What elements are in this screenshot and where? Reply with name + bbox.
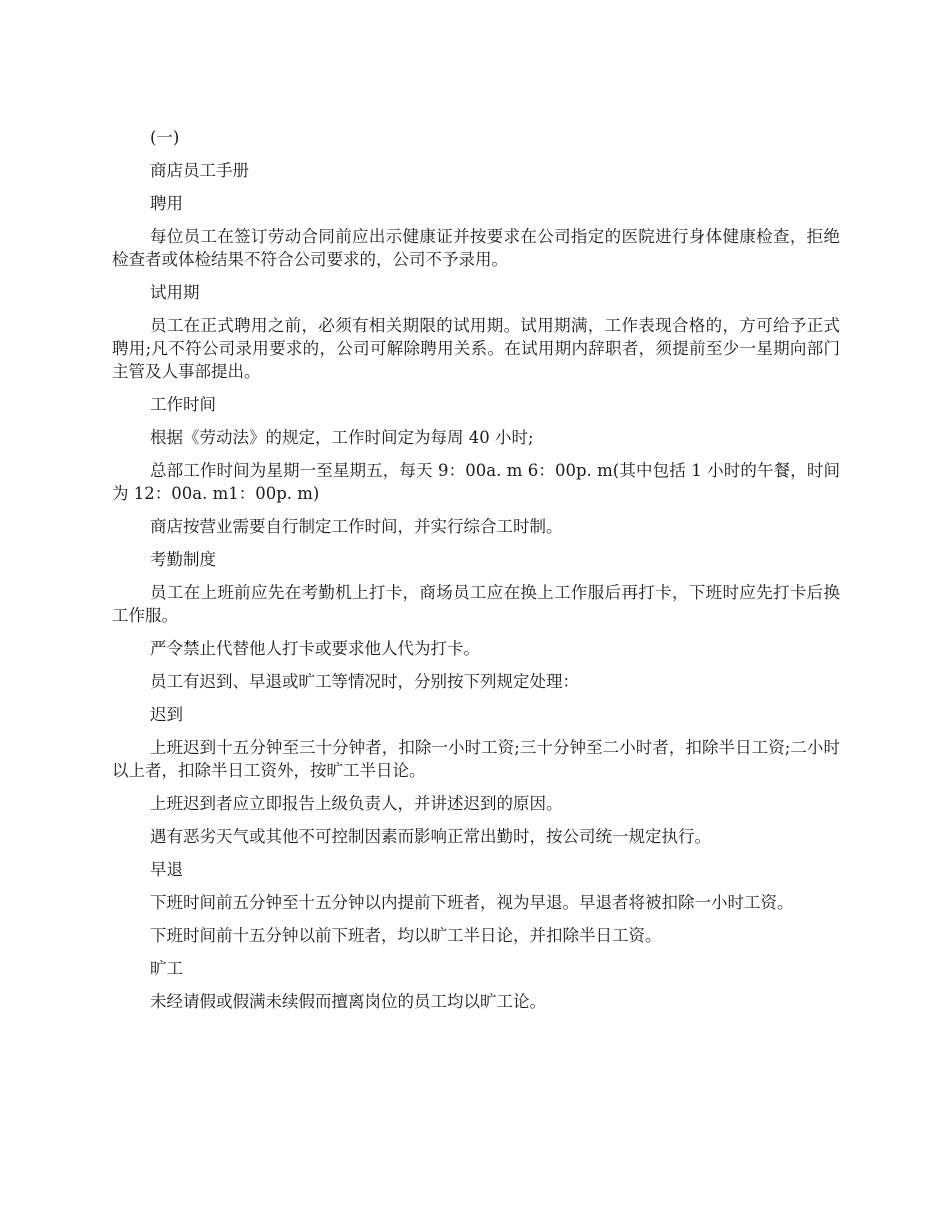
heading-late: 迟到 — [150, 705, 183, 724]
document-page — [112, 126, 840, 1023]
paragraph-hq-hours: 总部工作时间为星期一至星期五，每天 9：00a. m 6：00p. m(其中包括 1 小时的午餐，时间为 12：00a. m1：00p. m) — [112, 461, 840, 503]
paragraph-clock-in: 员工在上班前应先在考勤机上打卡，商场员工应在换上工作服后再打卡，下班时应先打卡后换工作服。 — [112, 583, 840, 625]
heading-attendance: 考勤制度 — [150, 550, 216, 569]
document-title: 商店员工手册 — [150, 161, 249, 180]
paragraph-early-leave: 下班时间前五分钟至十五分钟以内提前下班者，视为早退。早退者将被扣除一小时工资。 — [150, 893, 794, 912]
heading-working-hours: 工作时间 — [150, 395, 216, 414]
paragraph-absence: 未经请假或假满未续假而擅离岗位的员工均以旷工论。 — [150, 992, 546, 1011]
heading-probation: 试用期 — [150, 283, 200, 302]
paragraph-store-hours: 商店按营业需要自行制定工作时间，并实行综合工时制。 — [150, 517, 563, 536]
heading-absence: 旷工 — [150, 959, 183, 978]
paragraph-early-leave-absence: 下班时间前十五分钟以前下班者，均以旷工半日论，并扣除半日工资。 — [150, 926, 662, 945]
paragraph-late-penalty: 上班迟到十五分钟至三十分钟者，扣除一小时工资;三十分钟至二小时者，扣除半日工资;二小时以上者，扣除半日工资外，按旷工半日论。 — [112, 738, 840, 780]
section-number: (一) — [150, 128, 180, 147]
paragraph-no-proxy: 严令禁止代替他人打卡或要求他人代为打卡。 — [150, 639, 480, 658]
heading-early-leave: 早退 — [150, 860, 183, 879]
heading-hiring: 聘用 — [150, 194, 183, 213]
paragraph-bad-weather: 遇有恶劣天气或其他不可控制因素而影响正常出勤时，按公司统一规定执行。 — [150, 827, 711, 846]
paragraph-hiring: 每位员工在签订劳动合同前应出示健康证并按要求在公司指定的医院进行身体健康检查，拒绝检查者或体检结果不符合公司要求的，公司不予录用。 — [112, 227, 840, 269]
paragraph-late-report: 上班迟到者应立即报告上级负责人，并讲述迟到的原因。 — [150, 794, 563, 813]
paragraph-probation: 员工在正式聘用之前，必须有相关期限的试用期。试用期满，工作表现合格的，方可给予正式聘用;凡不符公司录用要求的，公司可解除聘用关系。在试用期内辞职者，须提前至少一星期向部门主管及人事部提出。 — [112, 316, 840, 381]
paragraph-rules-intro: 员工有迟到、早退或旷工等情况时，分别按下列规定处理： — [150, 672, 579, 691]
paragraph-labor-law: 根据《劳动法》的规定，工作时间定为每周 40 小时; — [150, 428, 534, 447]
